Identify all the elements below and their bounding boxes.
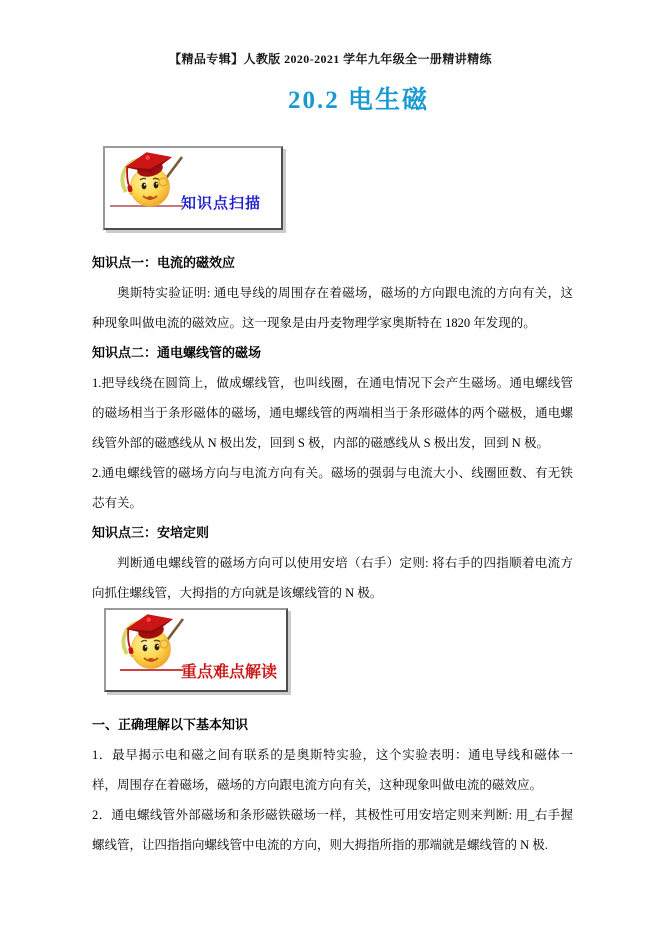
banner-label-knowledge-scan: 知识点扫描 [181, 195, 262, 212]
key-points-banner [104, 608, 288, 692]
document-body [92, 248, 573, 860]
paragraph-k2-1: 1.把导线绕在圆筒上，做成螺线管，也叫线圈，在通电情况下会产生磁场。通电螺线管的磁场相当于条形磁体的磁场，通电螺线管的两端相当于条形磁体的两个磁极，通电螺线管外部的磁感线从 N 极出发，回到 S 极，内部的磁感线从 S 极出发，回到 N 极。 [92, 376, 573, 450]
page-title: 20.2 电生磁 [287, 87, 429, 114]
paragraph-k1-1: 奥斯特实验证明: 通电导线的周围存在着磁场，磁场的方向跟电流的方向有关，这种现象叫做电流的磁效应。这一现象是由丹麦物理学家奥斯特在 1820 年发现的。 [92, 286, 573, 330]
paragraph-k2-2: 2.通电螺线管的磁场方向与电流方向有关。磁场的强弱与电流大小、线圈匝数、有无铁芯有关。 [92, 466, 573, 510]
knowledge-scan-banner [103, 146, 283, 230]
paragraph-basics-2: 2．通电螺线管外部磁场和条形磁铁磁场一样，其极性可用安培定则来判断: 用_右手握螺线管，让四指指向螺线管中电流的方向，则大拇指所指的那端就是螺线管的 N 极. [92, 808, 573, 852]
section-heading-basics: 一、正确理解以下基本知识 [92, 717, 249, 732]
banner-label-key-points: 重点难点解读 [181, 664, 278, 681]
section-heading-k1: 知识点一：电流的磁效应 [92, 255, 236, 270]
section-heading-k2: 知识点二：通电螺线管的磁场 [92, 345, 262, 360]
scholar-smiley-icon [111, 150, 189, 212]
scholar-smiley-icon [112, 612, 190, 674]
section-heading-k3: 知识点三：安培定则 [92, 525, 210, 540]
document-header: 【精品专辑】人教版 2020-2021 学年九年级全一册精讲精练 [169, 52, 492, 66]
paragraph-basics-1: 1．最早揭示电和磁之间有联系的是奥斯特实验，这个实验表明：通电导线和磁体一样，周围存在着磁场，磁场的方向跟电流方向有关，这种现象叫做电流的磁效应。 [92, 748, 573, 792]
paragraph-k3-1: 判断通电螺线管的磁场方向可以使用安培（右手）定则: 将右手的四指顺着电流方向抓住螺线管，大拇指的方向就是该螺线管的 N 极。 [92, 556, 573, 600]
